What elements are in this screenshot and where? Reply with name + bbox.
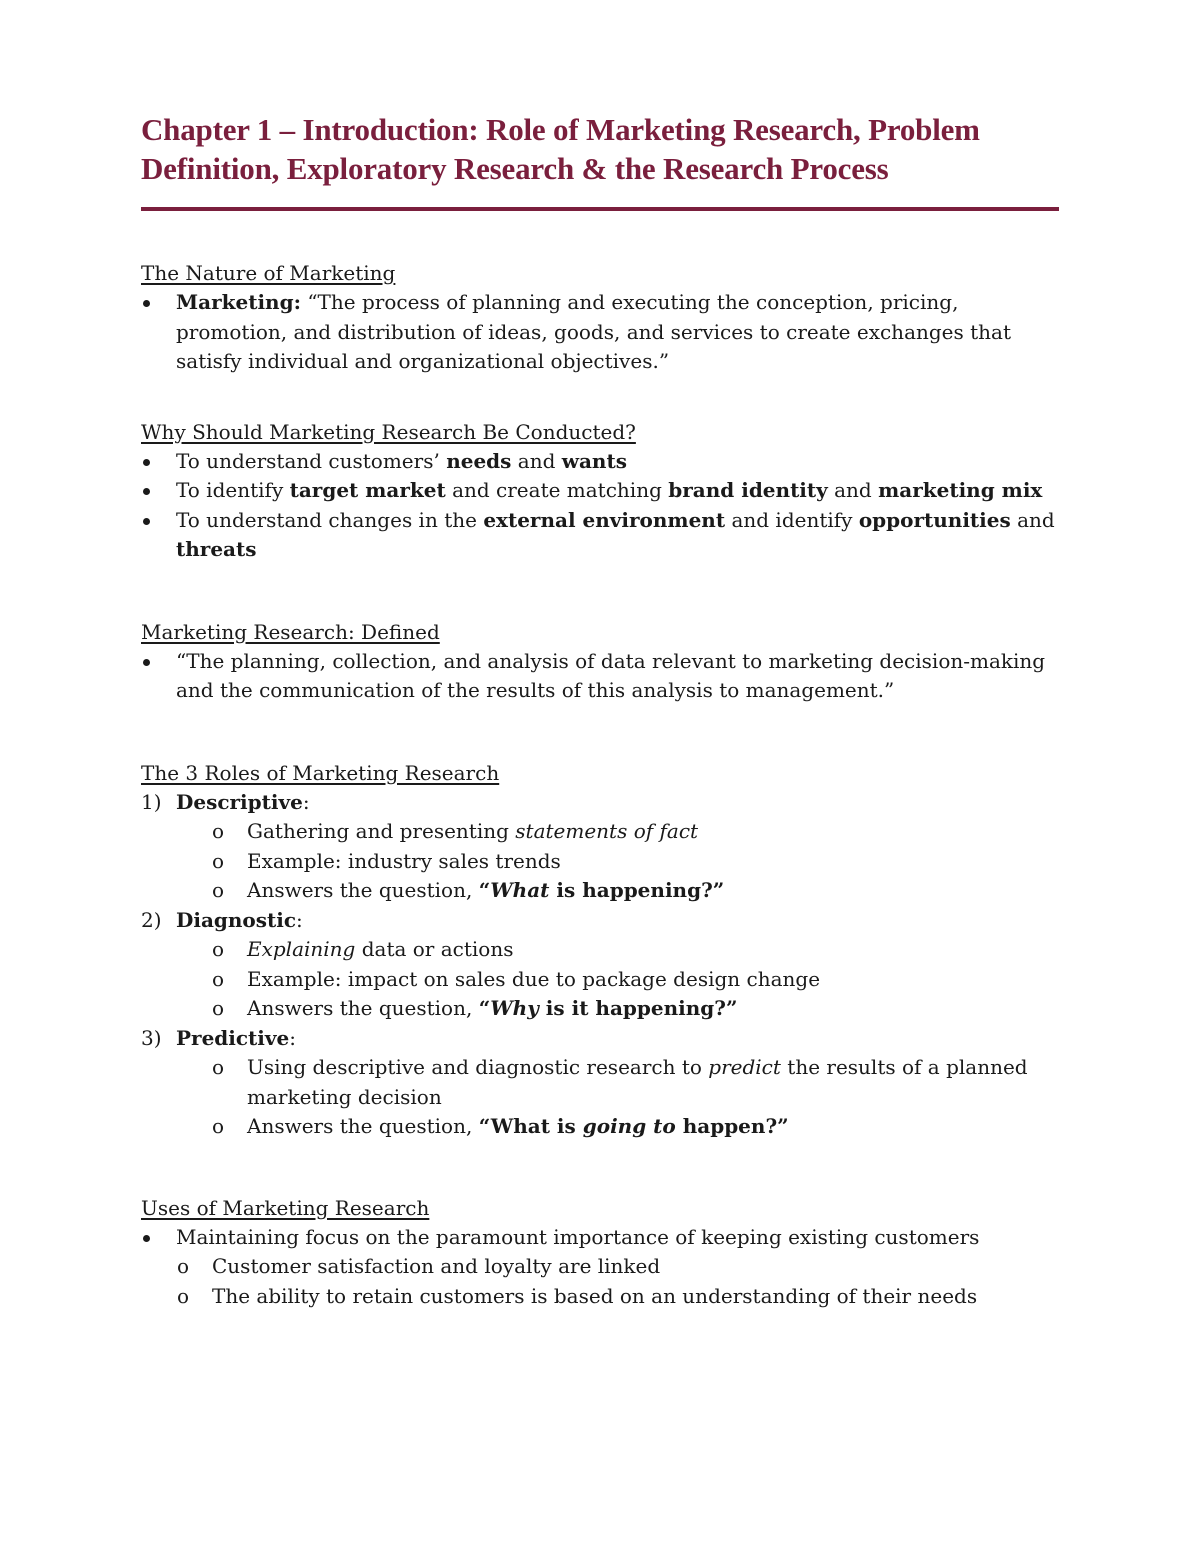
keyword: needs: [446, 448, 512, 473]
definition-text: “The process of planning and executing the conception, pricing, promotion, and distribution of ideas, goods, and services to create exchanges that satisfy individual and organizational objectives.”: [176, 290, 1012, 373]
item-text: and create matching: [445, 478, 669, 502]
section-three-roles: [141, 758, 1059, 1142]
sub-list: [141, 1252, 1059, 1311]
keyword: opportunities: [858, 507, 1011, 532]
emphasis: What: [490, 878, 550, 902]
section-research-defined: [141, 617, 1059, 706]
circle-bullet-icon: o: [212, 1055, 225, 1079]
quote-open: “: [478, 878, 491, 902]
list-number: 2): [141, 907, 162, 932]
section-heading: Uses of Marketing Research: [141, 1195, 430, 1220]
circle-bullet-icon: o: [177, 1283, 190, 1308]
item-text: Using descriptive and diagnostic research to: [247, 1055, 709, 1079]
sub-list: [176, 935, 1059, 1024]
keyword: target market: [289, 478, 446, 502]
list-number: 1): [141, 789, 162, 814]
emphasis: predict: [708, 1055, 781, 1079]
section-why-research: [141, 417, 1059, 565]
item-text: The ability to retain customers is based on an understanding of their needs: [212, 1283, 978, 1308]
keyword: external environment: [483, 507, 726, 532]
sub-item: [176, 1053, 1059, 1112]
item-text: data or actions: [355, 937, 514, 961]
item-text: and identify: [725, 507, 859, 532]
role-name: Predictive: [176, 1025, 290, 1050]
item-text: To understand customers’: [176, 448, 447, 473]
item-text: the results of a planned marketing decision: [247, 1055, 1028, 1109]
item-text: and: [827, 478, 879, 502]
sub-item: [176, 935, 1059, 965]
circle-bullet-icon: o: [212, 848, 225, 873]
circle-bullet-icon: o: [212, 1114, 225, 1138]
sub-item: [176, 817, 1059, 847]
numbered-list: [141, 788, 1059, 1142]
item-text: Answers the question,: [247, 996, 479, 1020]
keyword: brand identity: [668, 478, 828, 502]
sub-item: [141, 1252, 1059, 1282]
quote-open: “: [478, 996, 491, 1020]
sub-list: [176, 1053, 1059, 1142]
bullet-list: [141, 288, 1059, 377]
item-text: To understand changes in the: [176, 507, 484, 532]
circle-bullet-icon: o: [212, 819, 225, 843]
item-text: Maintaining focus on the paramount importance of keeping existing customers: [176, 1224, 980, 1249]
colon: :: [302, 789, 310, 814]
list-number: 3): [141, 1025, 162, 1050]
list-item: [141, 447, 1059, 477]
item-text: Answers the question,: [247, 1114, 479, 1138]
item-text: Answers the question,: [247, 878, 479, 902]
circle-bullet-icon: o: [212, 878, 225, 902]
title-text: – Introduction: Role of Marketing Research, Problem Definition, Exploratory Research & the Research Process: [141, 112, 980, 186]
sub-item: [176, 1112, 1059, 1142]
keyword: wants: [561, 448, 627, 473]
item-text: and: [1010, 507, 1055, 532]
role-diagnostic: [141, 906, 1059, 1024]
sub-item: [176, 876, 1059, 906]
item-text: To identify: [176, 478, 290, 502]
role-name: Descriptive: [176, 789, 303, 814]
section-heading: The Nature of Marketing: [141, 261, 396, 285]
sub-item: [176, 847, 1059, 877]
circle-bullet-icon: o: [212, 966, 225, 991]
role-name: Diagnostic: [176, 907, 297, 932]
question-text: is happening?”: [549, 878, 725, 902]
sub-item: [176, 994, 1059, 1024]
page-title: [141, 110, 1059, 188]
emphasis: going to: [582, 1114, 676, 1138]
question-text: is it happening?”: [538, 996, 738, 1020]
item-text: Example: industry sales trends: [247, 848, 561, 873]
item-text: Gathering and presenting: [247, 819, 516, 843]
emphasis: statements of fact: [515, 819, 699, 843]
keyword: threats: [176, 537, 257, 561]
circle-bullet-icon: o: [212, 996, 225, 1020]
circle-bullet-icon: o: [212, 937, 225, 961]
question-text: happen?”: [675, 1114, 789, 1138]
emphasis: Why: [490, 996, 539, 1020]
item-text: and: [511, 448, 562, 473]
item-text: Example: impact on sales due to package design change: [247, 966, 821, 991]
sub-item: [141, 1282, 1059, 1312]
keyword: marketing mix: [878, 478, 1043, 502]
bullet-list: [141, 447, 1059, 565]
list-item: “The planning, collection, and analysis of data relevant to marketing decision-making and the communication of the results of this analysis to management.”: [141, 647, 1059, 706]
list-item: [141, 476, 1059, 506]
section-heading: Why Should Marketing Research Be Conducted?: [141, 419, 636, 444]
bullet-list: [141, 1223, 1059, 1312]
colon: :: [289, 1025, 296, 1050]
sub-list: [176, 817, 1059, 906]
section-nature-of-marketing: [141, 258, 1059, 377]
list-item: [141, 1223, 1059, 1312]
role-descriptive: [141, 788, 1059, 906]
colon: :: [296, 907, 303, 932]
chapter-label: Chapter 1: [141, 112, 273, 147]
role-predictive: [141, 1024, 1059, 1142]
term-marketing: Marketing:: [176, 290, 301, 314]
sub-item: [176, 965, 1059, 995]
question-text: “What is: [478, 1114, 583, 1138]
circle-bullet-icon: o: [177, 1254, 190, 1278]
section-heading: The 3 Roles of Marketing Research: [141, 760, 500, 785]
section-uses: [141, 1193, 1059, 1312]
bullet-list: [141, 647, 1059, 706]
list-item: [141, 506, 1059, 565]
list-item: [141, 288, 1059, 377]
item-text: Customer satisfaction and loyalty are linked: [212, 1254, 661, 1278]
section-heading: Marketing Research: Defined: [141, 619, 440, 644]
emphasis: Explaining: [247, 937, 356, 961]
title-divider: [141, 207, 1059, 211]
document-page: [141, 110, 1059, 1311]
